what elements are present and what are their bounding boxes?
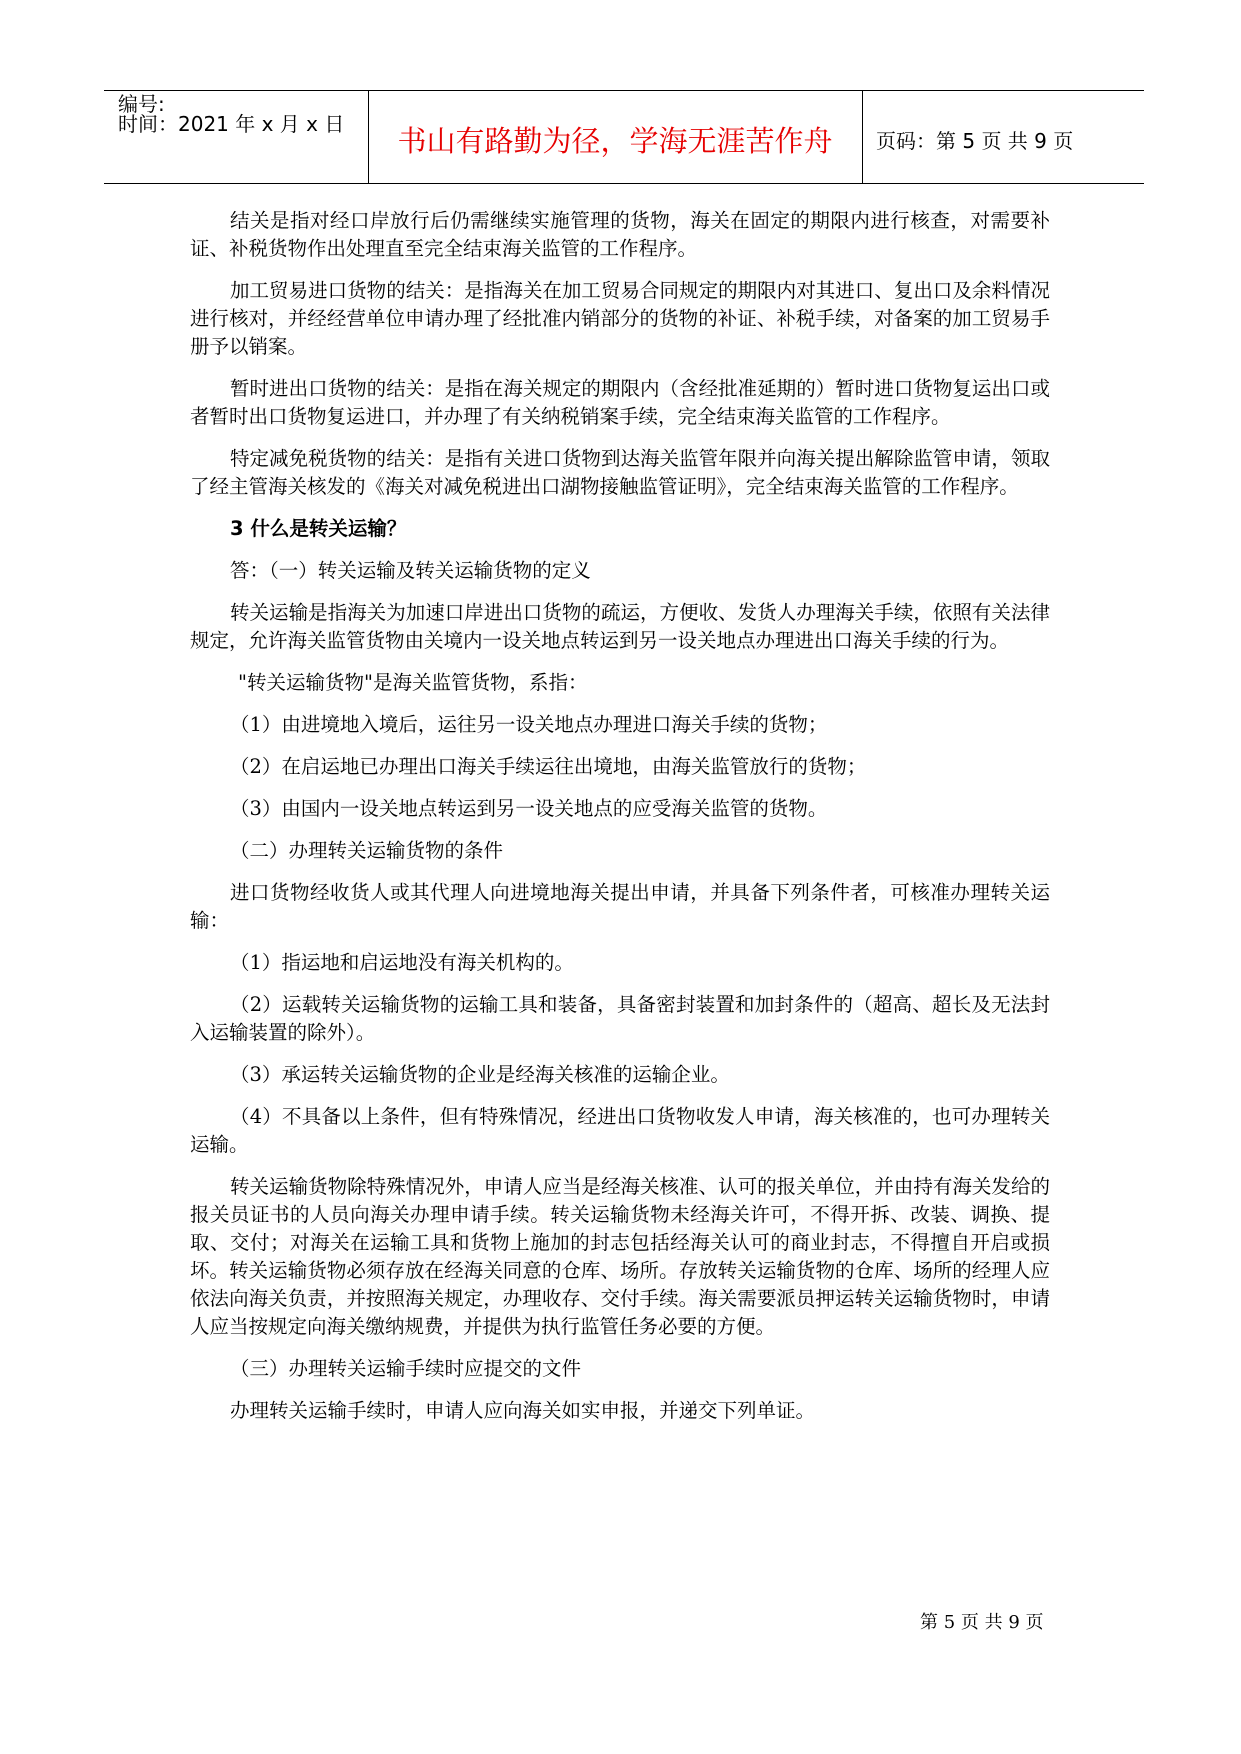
- list-item: （4）不具备以上条件，但有特殊情况，经进出口货物收发人申请，海关核准的，也可办理转关运输。: [190, 1105, 1050, 1156]
- paragraph: 结关是指对经口岸放行后仍需继续实施管理的货物，海关在固定的期限内进行核查，对需要补证、补税货物作出处理直至完全结束海关监管的工作程序。: [190, 209, 1050, 260]
- question-heading: 3 什么是转关运输？: [230, 517, 407, 540]
- paragraph: "转关运输货物"是海关监管货物，系指：: [238, 671, 588, 694]
- header-slogan: 书山有路勤为径，学海无涯苦作舟: [397, 124, 833, 158]
- header-page-info: 页码：第 5 页 共 9 页: [876, 129, 1074, 153]
- answer-section-heading: 答：（一）转关运输及转关运输货物的定义: [230, 559, 591, 582]
- header-left-cell: [104, 91, 369, 183]
- document-number-label: 编号:: [118, 92, 165, 116]
- document-time-label: 时间：2021 年 x 月 x 日: [118, 112, 345, 136]
- paragraph: 加工贸易进口货物的结关：是指海关在加工贸易合同规定的期限内对其进口、复出口及余料情况进行核对，并经经营单位申请办理了经批准内销部分的货物的补证、补税手续，对备案的加工贸易手册予以销案。: [190, 279, 1050, 358]
- list-item: （3）承运转关运输货物的企业是经海关核准的运输企业。: [230, 1063, 730, 1086]
- section-heading: （二）办理转关运输货物的条件: [230, 839, 504, 862]
- page-footer: 第 5 页 共 9 页: [920, 1612, 1044, 1633]
- list-item: （1）指运地和启运地没有海关机构的。: [230, 951, 574, 974]
- paragraph: 进口货物经收货人或其代理人向进境地海关提出申请，并具备下列条件者，可核准办理转关运输：: [190, 881, 1050, 932]
- document-body: [190, 207, 1050, 1439]
- header-right-cell: [862, 91, 1144, 183]
- paragraph: 转关运输是指海关为加速口岸进出口货物的疏运，方便收、发货人办理海关手续，依照有关法律规定，允许海关监管货物由关境内一设关地点转运到另一设关地点办理进出口海关手续的行为。: [190, 601, 1050, 652]
- list-item: （3）由国内一设关地点转运到另一设关地点的应受海关监管的货物。: [230, 797, 828, 820]
- list-item: （2）在启运地已办理出口海关手续运往出境地，由海关监管放行的货物；: [230, 755, 867, 778]
- page-header: [104, 90, 1144, 184]
- paragraph: 特定减免税货物的结关：是指有关进口货物到达海关监管年限并向海关提出解除监管申请，领取了经主管海关核发的《海关对减免税进出口湖物接触监管证明》，完全结束海关监管的工作程序。: [190, 447, 1050, 498]
- section-heading: （三）办理转关运输手续时应提交的文件: [230, 1357, 582, 1380]
- list-item: （1）由进境地入境后，运往另一设关地点办理进口海关手续的货物；: [230, 713, 828, 736]
- paragraph: 暂时进出口货物的结关：是指在海关规定的期限内（含经批准延期的）暂时进口货物复运出口或者暂时出口货物复运进口，并办理了有关纳税销案手续，完全结束海关监管的工作程序。: [190, 377, 1050, 428]
- header-middle-cell: [368, 91, 863, 183]
- list-item: （2）运载转关运输货物的运输工具和装备，具备密封装置和加封条件的（超高、超长及无法封入运输装置的除外）。: [190, 993, 1050, 1044]
- paragraph: 转关运输货物除特殊情况外，申请人应当是经海关核准、认可的报关单位，并由持有海关发给的报关员证书的人员向海关办理申请手续。转关运输货物未经海关许可，不得开拆、改装、调换、提取、交付；对海关在运输工具和货物上施加的封志包括经海关认可的商业封志，不得擅自开启或损坏。转关运输货物必须存放在经海关同意的仓库、场所。存放转关运输货物的仓库、场所的经理人应依法向海关负责，并按照海关规定，办理收存、交付手续。海关需要派员押运转关运输货物时，申请人应当按规定向海关缴纳规费，并提供为执行监管任务必要的方便。: [190, 1175, 1050, 1338]
- paragraph: 办理转关运输手续时，申请人应向海关如实申报，并递交下列单证。: [230, 1399, 816, 1422]
